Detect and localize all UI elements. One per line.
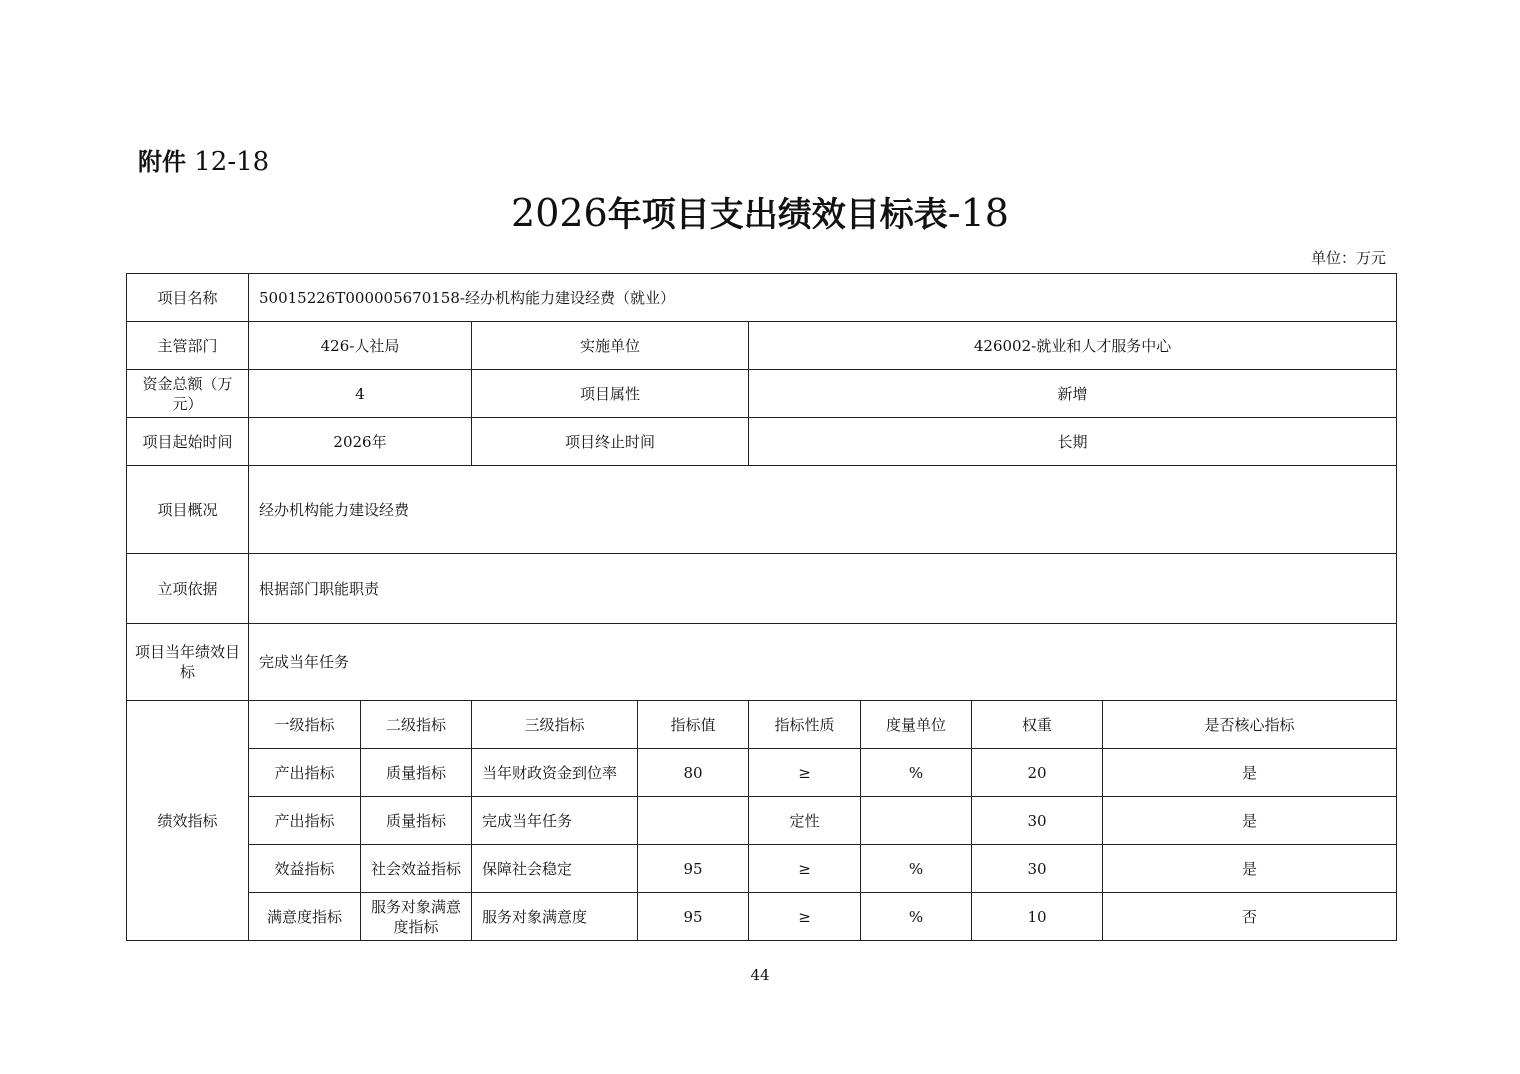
indicator-level1: 产出指标 (249, 797, 361, 845)
basis-value: 根据部门职能职责 (249, 554, 1397, 624)
indicator-header: 指标性质 (749, 701, 861, 749)
indicator-level2: 质量指标 (361, 797, 472, 845)
end-label: 项目终止时间 (472, 418, 749, 466)
impl-value: 426002-就业和人才服务中心 (749, 322, 1397, 370)
indicator-unit: % (861, 749, 972, 797)
project-name-value: 50015226T000005670158-经办机构能力建设经费（就业） (249, 274, 1397, 322)
indicator-nature: ≥ (749, 893, 861, 941)
indicator-core: 是 (1103, 797, 1397, 845)
indicator-level1: 满意度指标 (249, 893, 361, 941)
basis-row (127, 554, 1397, 624)
basis-label: 立项依据 (127, 554, 249, 624)
indicator-weight: 30 (972, 797, 1103, 845)
indicator-core: 否 (1103, 893, 1397, 941)
overview-value: 经办机构能力建设经费 (249, 466, 1397, 554)
unit-label: 单位：万元 (1310, 249, 1386, 267)
indicator-row (127, 893, 1397, 941)
indicator-level3: 当年财政资金到位率 (472, 749, 638, 797)
indicator-level1: 产出指标 (249, 749, 361, 797)
indicator-nature: 定性 (749, 797, 861, 845)
indicator-row (127, 749, 1397, 797)
indicator-level2: 服务对象满意度指标 (361, 893, 472, 941)
goal-row (127, 624, 1397, 701)
title-text: 年项目支出绩效目标表 (607, 195, 948, 235)
attr-value: 新增 (749, 370, 1397, 418)
indicator-header: 度量单位 (861, 701, 972, 749)
indicator-weight: 10 (972, 893, 1103, 941)
period-row (127, 418, 1397, 466)
indicator-header: 权重 (972, 701, 1103, 749)
dept-value: 426-人社局 (249, 322, 472, 370)
indicator-level2: 社会效益指标 (361, 845, 472, 893)
indicator-unit: % (861, 893, 972, 941)
page-number: 44 (750, 966, 770, 984)
title-year: 2026 (511, 191, 608, 235)
overview-label: 项目概况 (127, 466, 249, 554)
indicator-value: 80 (638, 749, 749, 797)
dept-label: 主管部门 (127, 322, 249, 370)
attachment-label (138, 144, 269, 180)
attachment-prefix: 附件 (138, 148, 186, 176)
indicator-value (638, 797, 749, 845)
indicator-unit (861, 797, 972, 845)
impl-label: 实施单位 (472, 322, 749, 370)
overview-row (127, 466, 1397, 554)
indicator-header: 一级指标 (249, 701, 361, 749)
indicator-core: 是 (1103, 845, 1397, 893)
indicator-value: 95 (638, 893, 749, 941)
project-name-row (127, 274, 1397, 322)
indicator-level1: 效益指标 (249, 845, 361, 893)
indicator-header: 二级指标 (361, 701, 472, 749)
indicator-row (127, 797, 1397, 845)
indicator-nature: ≥ (749, 749, 861, 797)
indicator-unit: % (861, 845, 972, 893)
indicator-header: 指标值 (638, 701, 749, 749)
indicator-row (127, 845, 1397, 893)
page-title (0, 188, 1520, 240)
indicator-header: 三级指标 (472, 701, 638, 749)
start-value: 2026年 (249, 418, 472, 466)
fund-row (127, 370, 1397, 418)
indicator-level3: 服务对象满意度 (472, 893, 638, 941)
department-row (127, 322, 1397, 370)
fund-value: 4 (249, 370, 472, 418)
indicator-section-label: 绩效指标 (127, 701, 249, 941)
goal-label: 项目当年绩效目标 (127, 624, 249, 701)
fund-label: 资金总额（万元） (127, 370, 249, 418)
end-value: 长期 (749, 418, 1397, 466)
indicator-weight: 30 (972, 845, 1103, 893)
goal-value: 完成当年任务 (249, 624, 1397, 701)
indicator-core: 是 (1103, 749, 1397, 797)
attr-label: 项目属性 (472, 370, 749, 418)
attachment-number: 12-18 (194, 147, 270, 177)
indicator-nature: ≥ (749, 845, 861, 893)
start-label: 项目起始时间 (127, 418, 249, 466)
indicator-header: 是否核心指标 (1103, 701, 1397, 749)
indicator-weight: 20 (972, 749, 1103, 797)
indicator-level2: 质量指标 (361, 749, 472, 797)
performance-table (126, 273, 1397, 941)
indicator-level3: 保障社会稳定 (472, 845, 638, 893)
indicator-header-row (127, 701, 1397, 749)
project-name-label: 项目名称 (127, 274, 249, 322)
title-suffix: -18 (947, 191, 1009, 235)
indicator-value: 95 (638, 845, 749, 893)
indicator-level3: 完成当年任务 (472, 797, 638, 845)
